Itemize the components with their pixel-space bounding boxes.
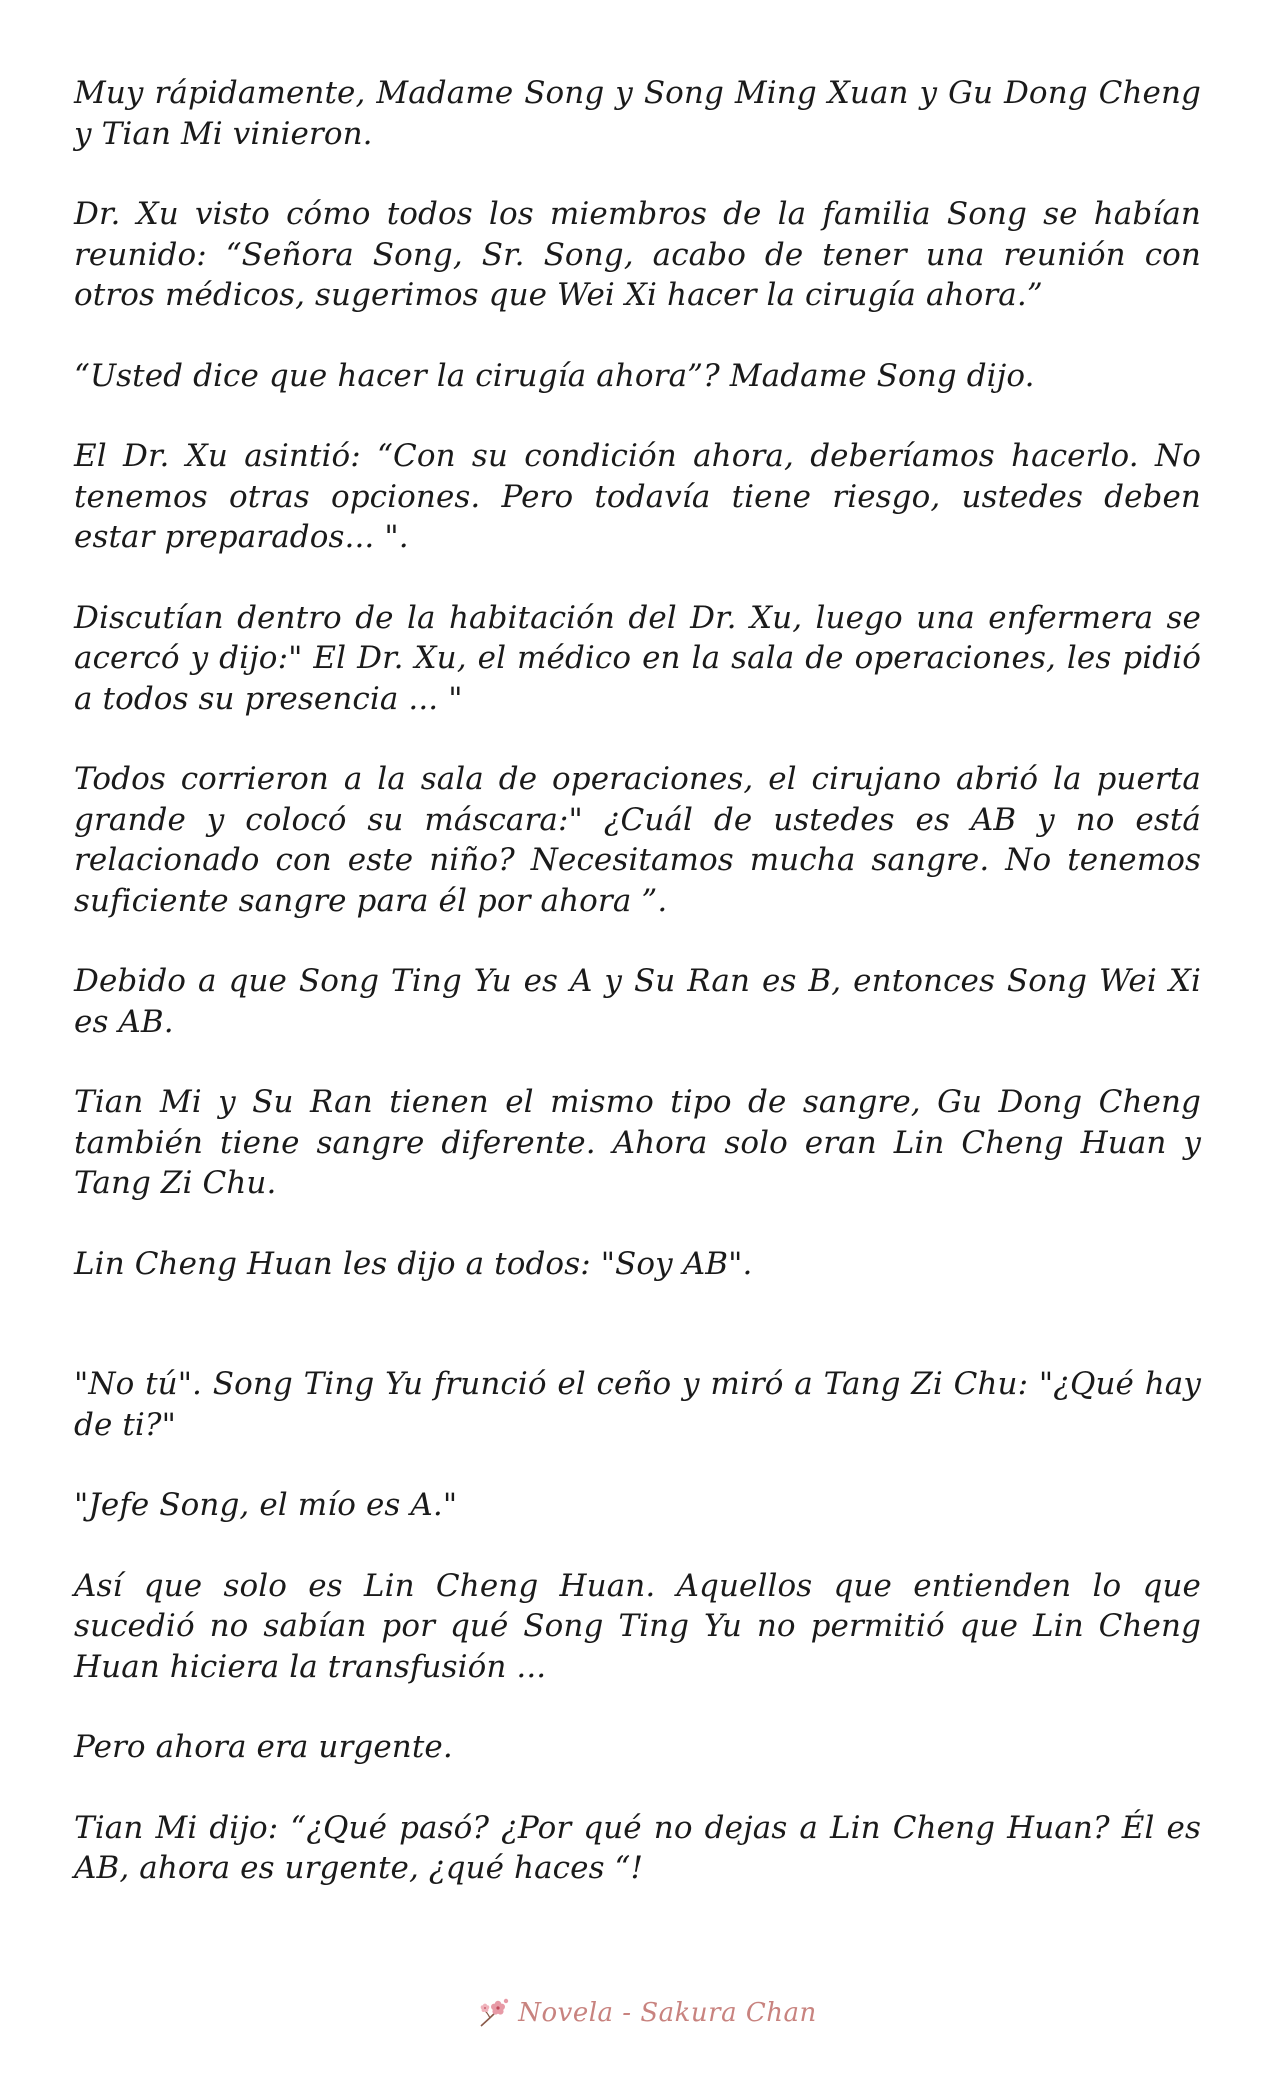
paragraph-1: Muy rápidamente, Madame Song y Song Ming Xuan y Gu Dong Cheng y Tian Mi vinieron. [74, 75, 1201, 152]
paragraph-gap [74, 154, 1201, 194]
paragraph-13: Pero ahora era urgente. [74, 1729, 453, 1765]
paragraph-6: Todos corrieron a la sala de operaciones, el cirujano abrió la puerta grande y colocó su máscara:" ¿Cuál de ustedes es AB y no está relacionado con este niño? Necesitamos mucha sangre. No tenemos suficiente sangre para él por ahora ”. [74, 761, 1201, 919]
paragraph-14: Tian Mi dijo: “¿Qué pasó? ¿Por qué no dejas a Lin Cheng Huan? Él es AB, ahora es urgente, ¿qué haces “! [74, 1809, 1201, 1886]
paragraph-9: Lin Cheng Huan les dijo a todos: "Soy AB". [74, 1245, 753, 1282]
paragraph-gap [74, 719, 1201, 759]
paragraph-gap-large [74, 1284, 1201, 1364]
paragraph-gap [74, 396, 1201, 436]
footer-watermark [0, 1988, 1275, 2038]
document-body [74, 73, 1201, 1889]
watermark-text: Novela - Sakura Chan [518, 1998, 817, 2028]
paragraph-2: Dr. Xu visto cómo todos los miembros de la familia Song se habían reunido: “Señora Song, Sr. Song, acabo de tener una reunión con otros médicos, sugerimos que Wei Xi hacer la cirugía ahora.” [74, 196, 1201, 313]
paragraph-gap [74, 1687, 1201, 1727]
watermark-group [478, 1996, 817, 2030]
paragraph-5: Discutían dentro de la habitación del Dr. Xu, luego una enfermera se acercó y dijo:" El Dr. Xu, el médico en la sala de operaciones, les pidió a todos su presencia ... " [74, 599, 1201, 717]
paragraph-gap [74, 1768, 1201, 1808]
paragraph-12: Así que solo es Lin Cheng Huan. Aquellos que entienden lo que sucedió no sabían por qué Song Ting Yu no permitió que Lin Cheng Huan hiciera la transfusión ... [74, 1567, 1201, 1685]
paragraph-11: "Jefe Song, el mío es A." [74, 1487, 458, 1523]
cherry-blossom-icon [478, 1996, 512, 2030]
paragraph-gap [74, 316, 1201, 356]
paragraph-4: El Dr. Xu asintió: “Con su condición ahora, deberíamos hacerlo. No tenemos otras opciones. Pero todavía tiene riesgo, ustedes deben estar preparados... ". [74, 438, 1201, 555]
paragraph-gap [74, 558, 1201, 598]
paragraph-8: Tian Mi y Su Ran tienen el mismo tipo de sangre, Gu Dong Cheng también tiene sangre diferente. Ahora solo eran Lin Cheng Huan y Tang Zi Chu. [74, 1084, 1201, 1201]
paragraph-gap [74, 1526, 1201, 1566]
paragraph-gap [74, 1445, 1201, 1485]
paragraph-7: Debido a que Song Ting Yu es A y Su Ran es B, entonces Song Wei Xi es AB. [74, 963, 1201, 1040]
paragraph-gap [74, 1042, 1201, 1082]
paragraph-10: "No tú". Song Ting Yu frunció el ceño y miró a Tang Zi Chu: "¿Qué hay de ti?" [74, 1366, 1201, 1443]
paragraph-gap [74, 1204, 1201, 1244]
paragraph-3: “Usted dice que hacer la cirugía ahora”? Madame Song dijo. [74, 357, 1035, 394]
paragraph-gap [74, 921, 1201, 961]
